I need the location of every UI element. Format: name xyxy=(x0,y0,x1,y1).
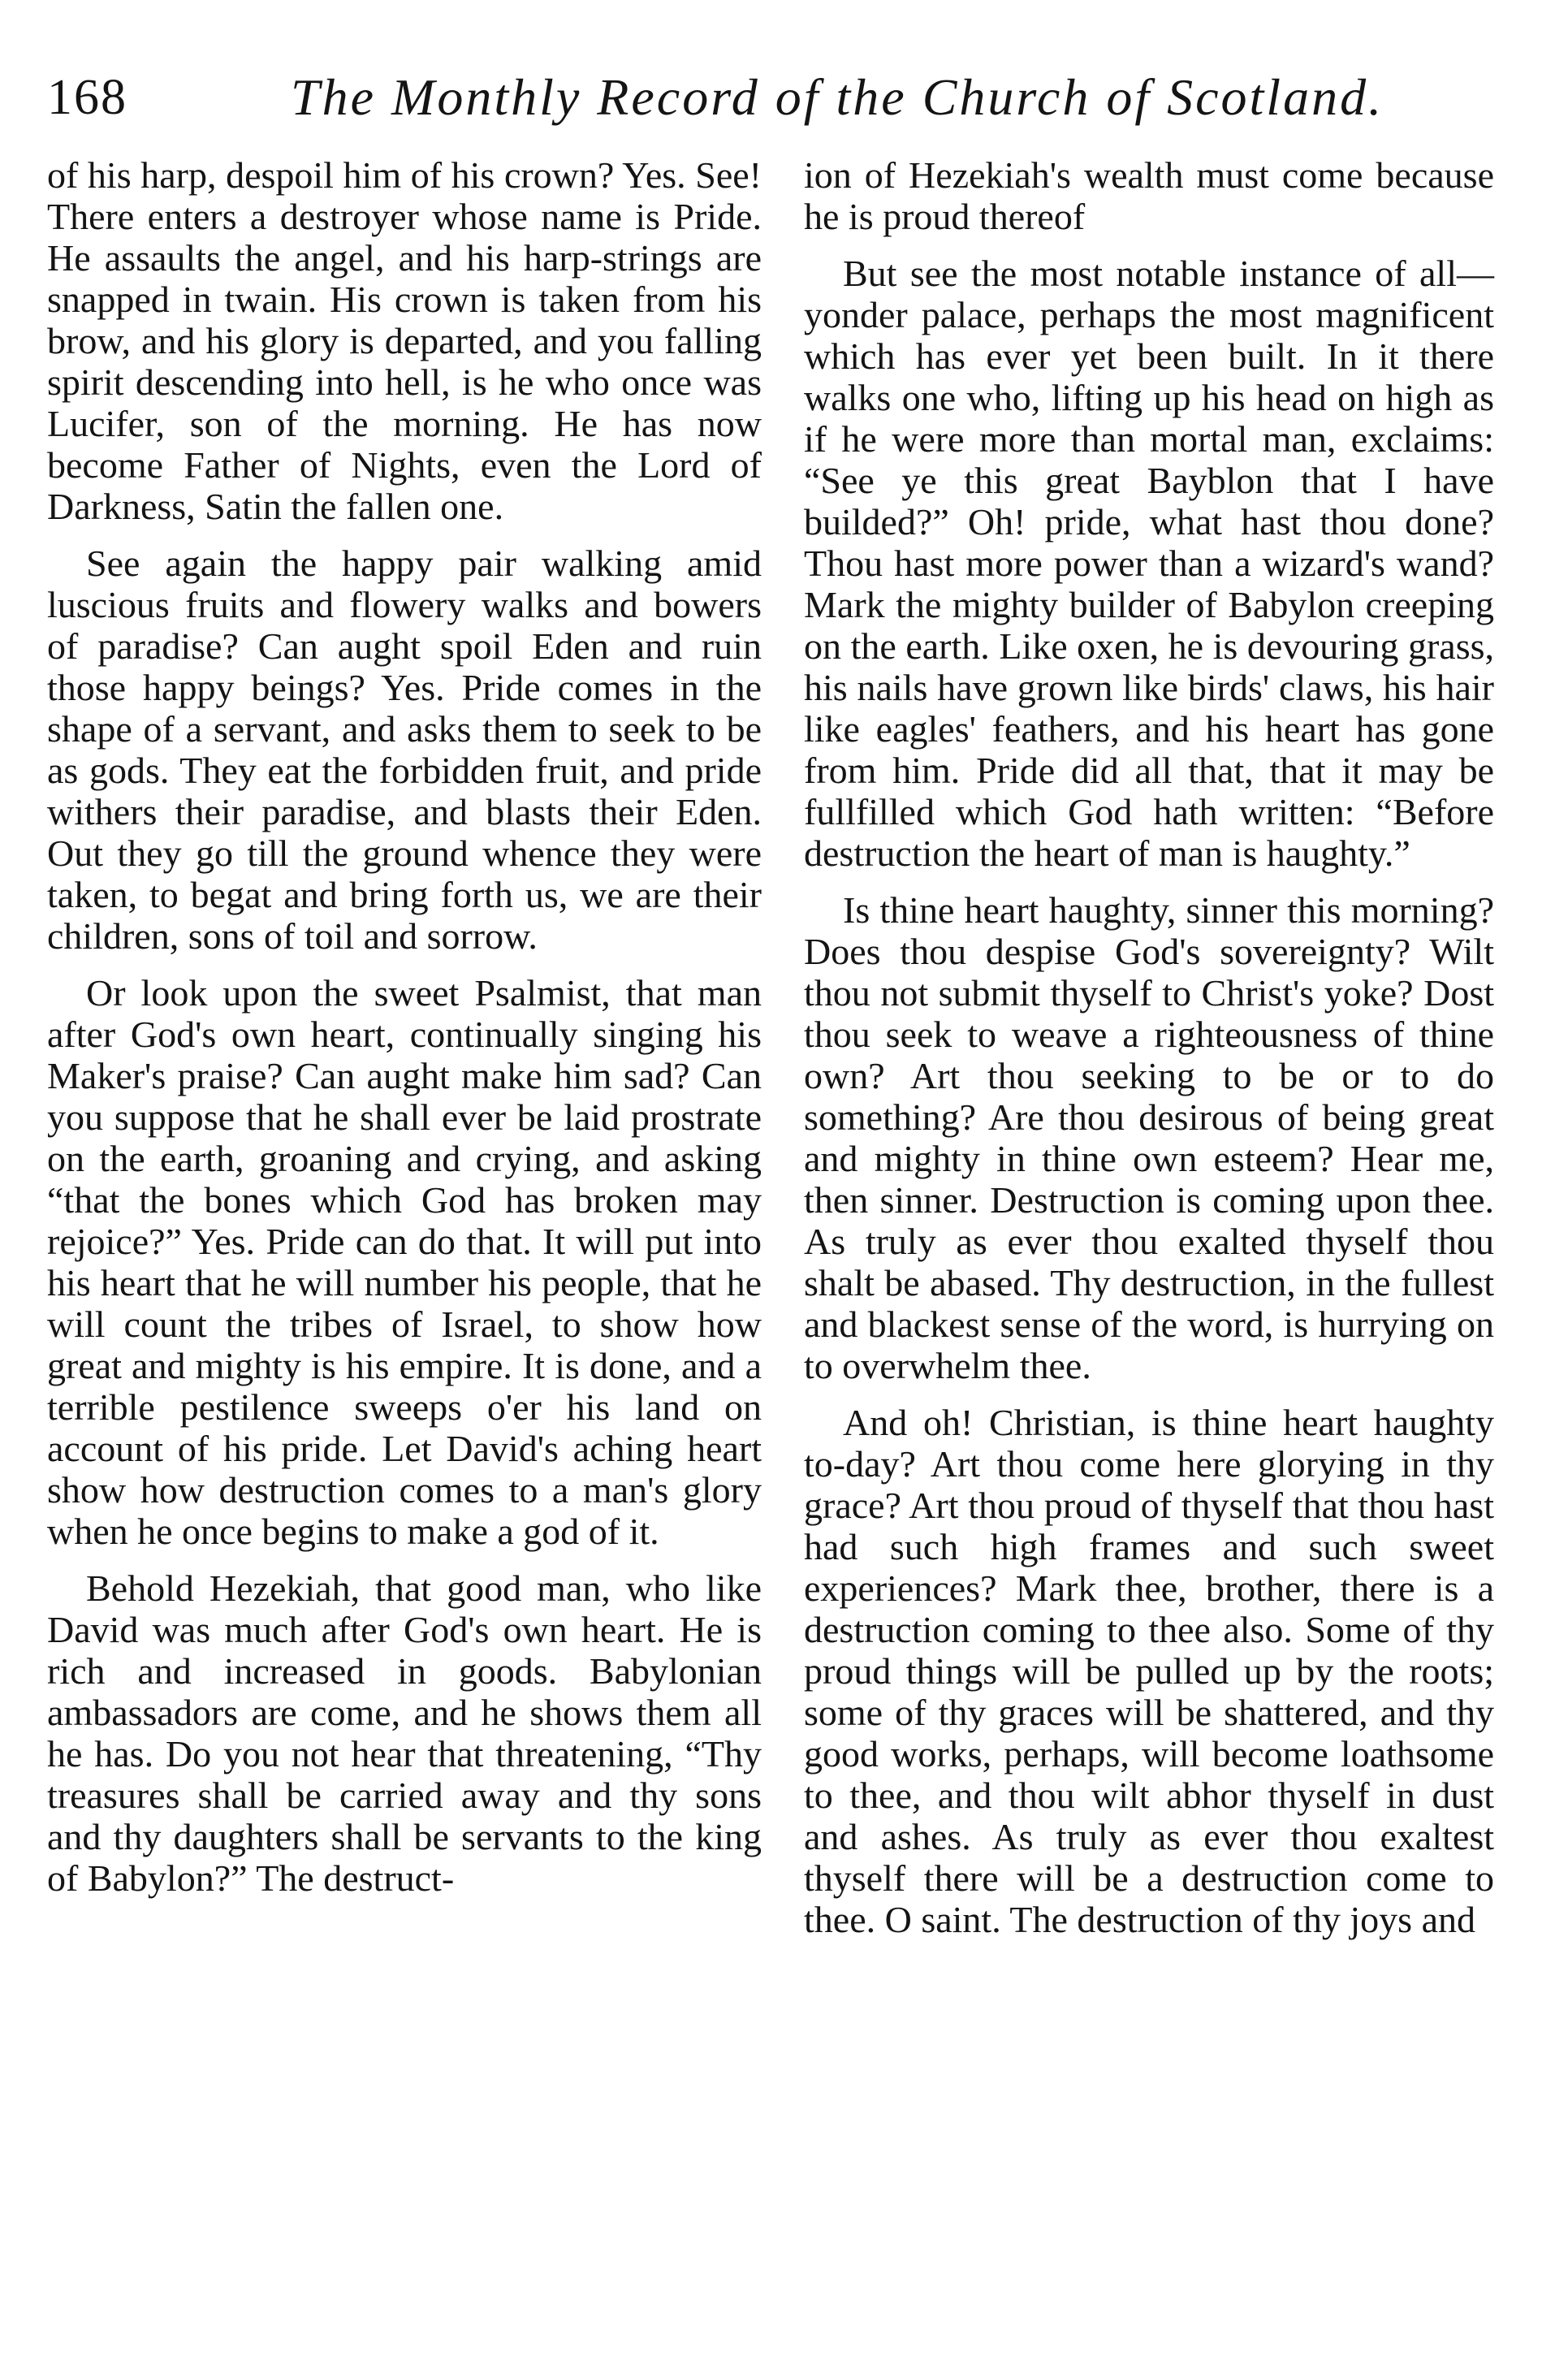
page-number: 168 xyxy=(47,70,127,125)
paragraph: ion of Hezekiah's wealth must come because he is proud thereof xyxy=(804,154,1494,237)
page-header xyxy=(47,57,1509,146)
left-column xyxy=(47,154,762,1914)
paragraph: Is thine heart haughty, sinner this morning? Does thou despise God's sovereignty? Wilt thou not submit thyself to Christ's yoke? Dost thou seek to weave a righteousness of thine own? Art thou seeking to be or to do something? Are thou desirous of being great and mighty in thine own esteem? Hear me, then sinner. Destruction is coming upon thee. As truly as ever thou exalted thyself thou shalt be abased. Thy destruction, in the fullest and blackest sense of the word, is hurrying on to overwhelm thee. xyxy=(804,889,1494,1386)
paragraph: Or look upon the sweet Psalmist, that man after God's own heart, continually singing his Maker's praise? Can aught make him sad? Can you suppose that he shall ever be laid prostrate on the earth, groaning and crying, and asking “that the bones which God has broken may rejoice?” Yes. Pride can do that. It will put into his heart that he will number his people, that he will count the tribes of Israel, to show how great and mighty is his empire. It is done, and a terrible pestilence sweeps o'er his land on account of his pride. Let David's aching heart show how destruction comes to a man's glory when he once begins to make a god of it. xyxy=(47,972,762,1552)
paragraph: And oh! Christian, is thine heart haughty to-day? Art thou come here glorying in thy grace? Art thou proud of thyself that thou hast had such high frames and such sweet experiences? Mark thee, brother, there is a destruction coming to thee also. Some of thy proud things will be pulled up by the roots; some of thy graces will be shattered, and thy good works, perhaps, will become loathsome to thee, and thou wilt abhor thyself in dust and ashes. As truly as ever thou exaltest thyself there will be a destruction come to thee. O saint. The destruction of thy joys and xyxy=(804,1402,1494,1940)
running-title: The Monthly Record of the Church of Scotland. xyxy=(291,68,1384,126)
right-column xyxy=(804,154,1494,1956)
paragraph: Behold Hezekiah, that good man, who like David was much after God's own heart. He is rich and increased in goods. Babylonian ambassadors are come, and he shows them all he has. Do you not hear that threatening, “Thy treasures shall be carried away and thy sons and thy daughters shall be servants to the king of Babylon?” The destruct- xyxy=(47,1567,762,1899)
paragraph: of his harp, despoil him of his crown? Yes. See! There enters a destroyer whose name is Pride. He assaults the angel, and his harp-strings are snapped in twain. His crown is taken from his brow, and his glory is departed, and you falling spirit descending into hell, is he who once was Lucifer, son of the morning. He has now become Father of Nights, even the Lord of Darkness, Satin the fallen one. xyxy=(47,154,762,527)
paragraph: But see the most notable instance of all—yonder palace, perhaps the most magnificent which has ever yet been built. In it there walks one who, lifting up his head on high as if he were more than mortal man, exclaims: “See ye this great Bayblon that I have builded?” Oh! pride, what hast thou done? Thou hast more power than a wizard's wand? Mark the mighty builder of Babylon creeping on the earth. Like oxen, he is devouring grass, his nails have grown like birds' claws, his hair like eagles' feathers, and his heart has gone from him. Pride did all that, that it may be fullfilled which God hath written: “Before destruction the heart of man is haughty.” xyxy=(804,253,1494,874)
paragraph: See again the happy pair walking amid luscious fruits and flowery walks and bowers of paradise? Can aught spoil Eden and ruin those happy beings? Yes. Pride comes in the shape of a servant, and asks them to seek to be as gods. They eat the forbidden fruit, and pride withers their paradise, and blasts their Eden. Out they go till the ground whence they were taken, to begat and bring forth us, we are their children, sons of toil and sorrow. xyxy=(47,543,762,957)
